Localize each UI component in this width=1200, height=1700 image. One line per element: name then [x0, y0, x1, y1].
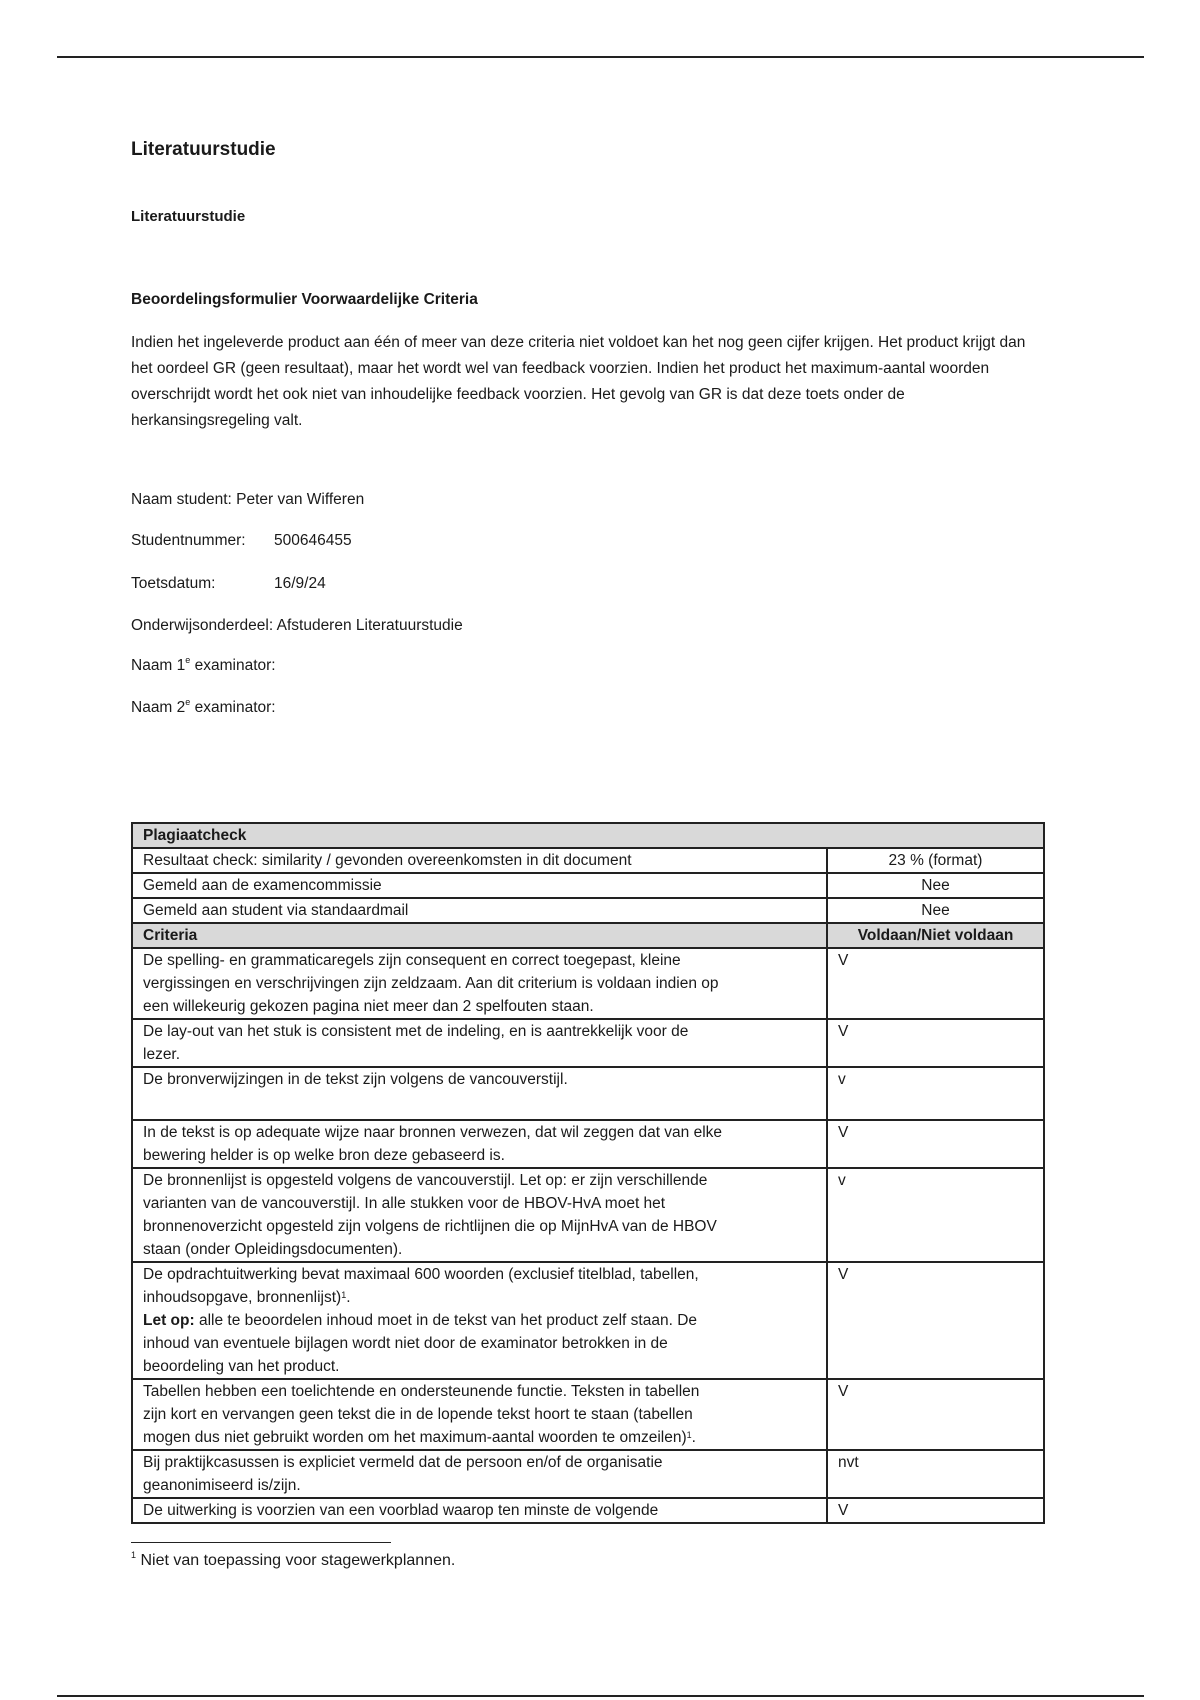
criterion-line: bronnenoverzicht opgesteld zijn volgens de richtlijnen die op MijnHvA van de HBOV — [143, 1218, 717, 1235]
footnote-text: Niet van toepassing voor stagewerkplannen. — [136, 1552, 456, 1569]
plagiarism-header: Plagiaatcheck — [132, 823, 1044, 848]
field-value: Peter van Wifferen — [236, 491, 365, 508]
criterion-text — [132, 1120, 827, 1168]
table-row — [132, 873, 1044, 898]
document-title: Literatuurstudie — [131, 139, 276, 160]
table-row — [132, 1498, 1044, 1523]
criterion-status: V — [827, 1120, 1044, 1168]
criterion-text — [132, 1262, 827, 1379]
footer-rule — [57, 1695, 1144, 1697]
table-cell-value: Nee — [827, 873, 1044, 898]
criterion-status: v — [827, 1067, 1044, 1120]
field-label: Naam student: — [131, 491, 232, 508]
field-examiner-2 — [131, 699, 276, 717]
criterion-line: De lay-out van het stuk is consistent met de indeling, en is aantrekkelijk voor de — [143, 1023, 689, 1040]
criterion-text — [132, 1450, 827, 1498]
criteria-header: Criteria — [132, 923, 827, 948]
table-cell-value: Nee — [827, 898, 1044, 923]
criteria-header-row — [132, 923, 1044, 948]
table-cell-label: Resultaat check: similarity / gevonden overeenkomsten in dit document — [132, 848, 827, 873]
document-subtitle: Literatuurstudie — [131, 208, 246, 225]
field-label: Naam 2 — [131, 699, 186, 716]
table-row — [132, 1067, 1044, 1120]
field-label: Onderwijsonderdeel: — [131, 617, 274, 634]
table-row — [132, 948, 1044, 1019]
criterion-line: Tabellen hebben een toelichtende en ondersteunende functie. Teksten in tabellen — [143, 1383, 700, 1400]
criterion-line-text: inhoudsopgave, bronnenlijst) — [143, 1289, 342, 1306]
footnote — [131, 1552, 455, 1570]
intro-line: Indien het ingeleverde product aan één of meer van deze criteria niet voldoet kan het nog geen cijfer krijgen. Het product krijgt dan — [131, 334, 1026, 351]
criterion-line: De uitwerking is voorzien van een voorblad waarop ten minste de volgende — [143, 1502, 659, 1519]
table-row — [132, 1120, 1044, 1168]
table-row — [132, 1019, 1044, 1067]
criterion-line: een willekeurig gekozen pagina niet meer dan 2 spelfouten staan. — [143, 998, 594, 1015]
table-row — [132, 1379, 1044, 1450]
criterion-line: beoordeling van het product. — [143, 1358, 340, 1375]
field-label: Naam 1 — [131, 657, 186, 674]
field-unit — [131, 617, 463, 635]
status-header: Voldaan/Niet voldaan — [827, 923, 1044, 948]
footnote-ref: 1 — [686, 1430, 692, 1440]
footnote-number: 1 — [131, 1550, 137, 1560]
criterion-status: V — [827, 1262, 1044, 1379]
criterion-line: De opdrachtuitwerking bevat maximaal 600 woorden (exclusief titelblad, tabellen, — [143, 1266, 699, 1283]
criterion-text — [132, 1379, 827, 1450]
criterion-text — [132, 1019, 827, 1067]
table-row — [132, 1450, 1044, 1498]
criterion-line: varianten van de vancouverstijl. In alle stukken voor de HBOV-HvA moet het — [143, 1195, 666, 1212]
form-title: Beoordelingsformulier Voorwaardelijke Criteria — [131, 291, 478, 308]
criterion-line: vergissingen en verschrijvingen zijn zeldzaam. Aan dit criterium is voldaan indien op — [143, 975, 719, 992]
criterion-status: V — [827, 1498, 1044, 1523]
criterion-line — [143, 1286, 816, 1309]
field-student — [131, 491, 364, 509]
intro-line: herkansingsregeling valt. — [131, 412, 303, 429]
field-label: examinator: — [190, 699, 276, 716]
criterion-text — [132, 1067, 827, 1120]
bold-prefix: Let op: — [143, 1312, 195, 1329]
table-row — [132, 1168, 1044, 1262]
criterion-status: nvt — [827, 1450, 1044, 1498]
field-label: Toetsdatum: — [131, 575, 216, 592]
criterion-line: De bronnenlijst is opgesteld volgens de vancouverstijl. Let op: er zijn verschillende — [143, 1172, 708, 1189]
criterion-line: zijn kort en vervangen geen tekst die in de lopende tekst hoort te staan (tabellen — [143, 1406, 693, 1423]
field-label: examinator: — [190, 657, 276, 674]
criterion-line: bewering helder is op welke bron deze gebaseerd is. — [143, 1147, 505, 1164]
criterion-line: Bij praktijkcasussen is expliciet vermeld dat de persoon en/of de organisatie — [143, 1454, 663, 1471]
intro-line: overschrijdt wordt het ook niet van inhoudelijke feedback voorzien. Het gevolg van GR is dat deze toets onder de — [131, 386, 905, 403]
criterion-status: v — [827, 1168, 1044, 1262]
table-cell-label: Gemeld aan student via standaardmail — [132, 898, 827, 923]
criterion-text — [132, 1168, 827, 1262]
criterion-line — [143, 1426, 816, 1449]
criterion-status: V — [827, 948, 1044, 1019]
criterion-line — [143, 1309, 816, 1332]
superscript: e — [185, 655, 191, 665]
criterion-line: lezer. — [143, 1046, 181, 1063]
criterion-line-text: . — [691, 1429, 696, 1446]
table-row — [132, 848, 1044, 873]
criterion-status: V — [827, 1019, 1044, 1067]
criterion-line: geanonimiseerd is/zijn. — [143, 1477, 301, 1494]
criterion-line: In de tekst is op adequate wijze naar bronnen verwezen, dat wil zeggen dat van elke — [143, 1124, 723, 1141]
criterion-text — [132, 1498, 827, 1523]
field-student-number — [131, 532, 352, 550]
criterion-line-text: . — [346, 1289, 351, 1306]
field-examiner-1 — [131, 657, 276, 675]
footnote-separator — [131, 1542, 391, 1543]
criterion-line: De bronverwijzingen in de tekst zijn volgens de vancouverstijl. — [143, 1071, 568, 1088]
table-cell-label: Gemeld aan de examencommissie — [132, 873, 827, 898]
criterion-line-text: alle te beoordelen inhoud moet in de tekst van het product zelf staan. De — [194, 1312, 698, 1329]
criterion-line: De spelling- en grammaticaregels zijn consequent en correct toegepast, kleine — [143, 952, 681, 969]
plagiarism-header-row — [132, 823, 1044, 848]
criteria-table — [131, 822, 1045, 1524]
intro-paragraph — [131, 330, 1156, 434]
table-row — [132, 898, 1044, 923]
criterion-line-text: mogen dus niet gebruikt worden om het maximum-aantal woorden te omzeilen) — [143, 1429, 687, 1446]
criterion-text — [132, 948, 827, 1019]
superscript: e — [185, 697, 191, 707]
criterion-status: V — [827, 1379, 1044, 1450]
footnote-ref: 1 — [341, 1290, 347, 1300]
field-test-date — [131, 575, 326, 593]
criterion-line: staan (onder Opleidingsdocumenten). — [143, 1241, 403, 1258]
field-label: Studentnummer: — [131, 532, 246, 549]
header-rule — [57, 56, 1144, 58]
criterion-line: inhoud van eventuele bijlagen wordt niet door de examinator betrokken in de — [143, 1335, 668, 1352]
field-value: 16/9/24 — [274, 575, 326, 592]
field-value: Afstuderen Literatuurstudie — [276, 617, 463, 634]
intro-line: het oordeel GR (geen resultaat), maar het wordt wel van feedback voorzien. Indien het product het maximum-aantal woorden — [131, 360, 990, 377]
table-cell-value: 23 % (format) — [827, 848, 1044, 873]
table-row — [132, 1262, 1044, 1379]
field-value: 500646455 — [274, 532, 352, 549]
